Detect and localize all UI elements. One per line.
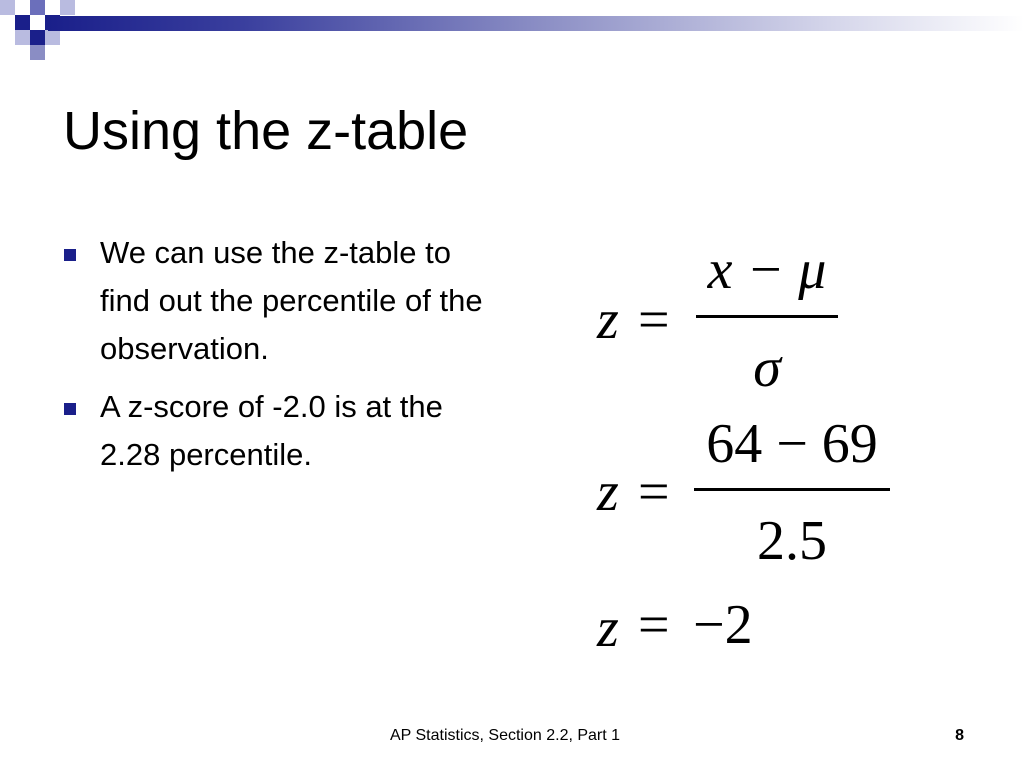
bullet-item [62,229,502,373]
bullet-text: A z-score of -2.0 is at the 2.28 percentile. [100,389,443,472]
page-number: 8 [955,727,964,744]
equation-rhs: −2 [693,594,753,656]
bullet-item [62,383,502,479]
equals-sign: = [638,594,670,656]
bullet-text: We can use the z-table to find out the percentile of the observation. [100,235,483,366]
equals-sign: = [638,289,670,351]
fraction-bar [694,488,890,491]
square-bullet-icon [64,403,76,415]
equation-lhs: z [597,289,619,351]
fraction-numerator: 64 − 69 [706,413,878,475]
bullet-list [62,229,502,489]
decorative-squares [0,0,80,64]
fraction-denominator: 2.5 [757,510,827,572]
equation-lhs: z [597,597,619,659]
slide-footer: AP Statistics, Section 2.2, Part 1 [390,727,621,744]
fraction-bar [696,315,838,318]
header-gradient-bar [48,16,1024,31]
equals-sign: = [638,461,670,523]
square-bullet-icon [64,249,76,261]
fraction-denominator: σ [753,337,781,399]
slide-title: Using the z-table [63,101,469,161]
equation-lhs: z [597,461,619,523]
fraction-numerator: x − μ [707,239,827,301]
